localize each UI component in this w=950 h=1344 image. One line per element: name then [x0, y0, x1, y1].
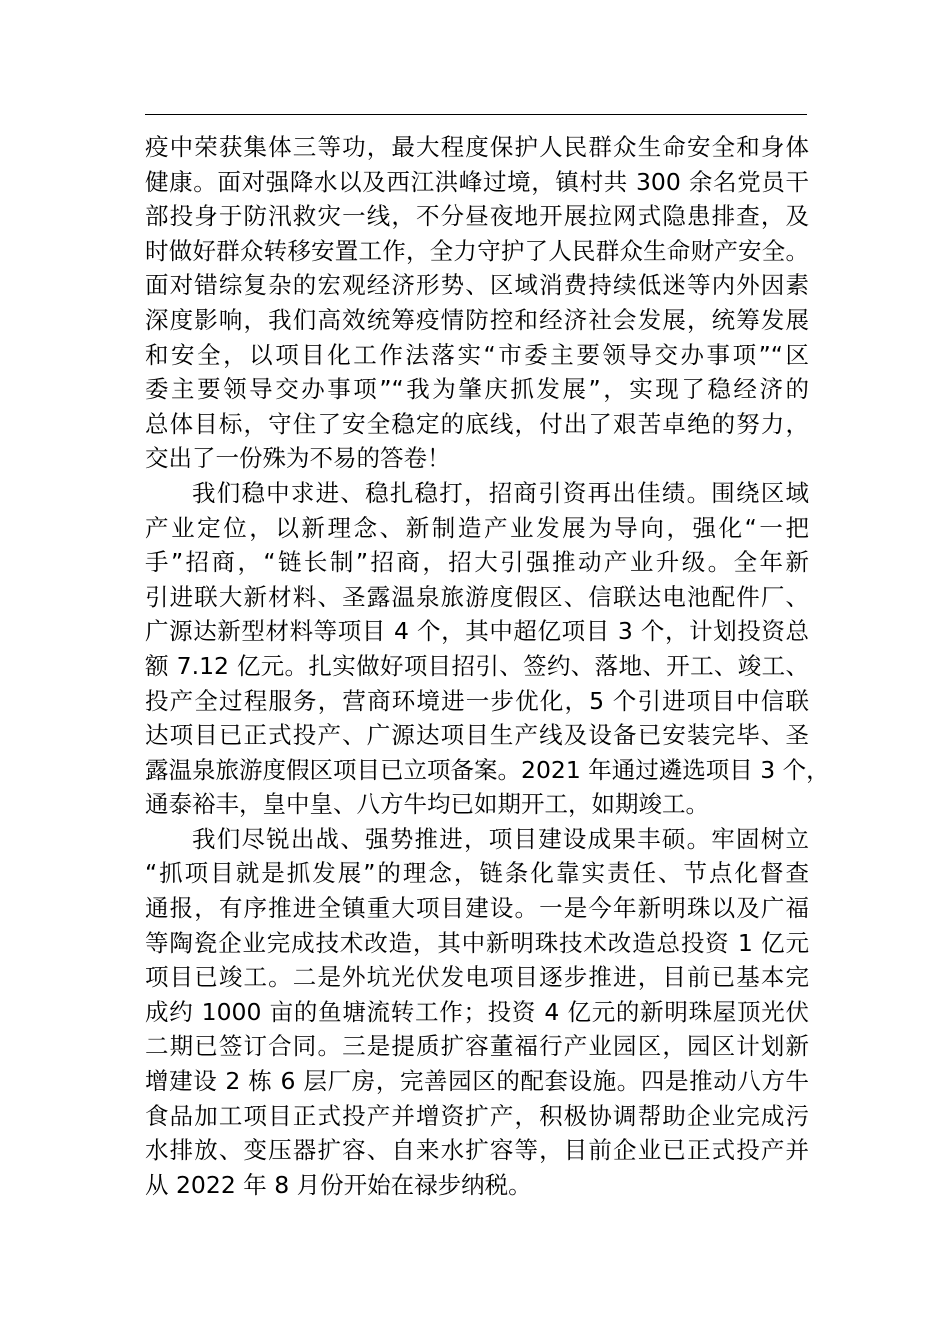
text-line: 露温泉旅游度假区项目已立项备案。2021 年通过遴选项目 3 个， — [145, 755, 830, 784]
text-line: 总体目标，守住了安全稳定的底线，付出了艰苦卓绝的努力， — [145, 409, 809, 438]
text-line: 时做好群众转移安置工作，全力守护了人民群众生命财产安全。 — [145, 236, 809, 265]
paragraph-2 — [145, 476, 830, 822]
text-line: 从 2022 年 8 月份开始在禄步纳税。 — [145, 1170, 532, 1199]
text-line: 我们尽锐出战、强势推进，项目建设成果丰硕。牢固树立 — [192, 824, 809, 853]
text-line: 达项目已正式投产、广源达项目生产线及设备已安装完毕、圣 — [145, 721, 809, 750]
text-line: 引进联大新材料、圣露温泉旅游度假区、信联达电池配件厂、 — [145, 582, 809, 611]
text-line: 产业定位，以新理念、新制造产业发展为导向，强化“一把 — [145, 513, 809, 542]
text-line: 交出了一份殊为不易的答卷！ — [145, 444, 451, 473]
text-line: 健康。面对强降水以及西江洪峰过境，镇村共 300 余名党员干 — [145, 167, 809, 196]
text-line: “抓项目就是抓发展”的理念，链条化靠实责任、节点化督查 — [145, 859, 809, 888]
text-line: 额 7.12 亿元。扎实做好项目招引、签约、落地、开工、竣工、 — [145, 651, 809, 680]
header-rule — [145, 114, 807, 115]
text-line: 投产全过程服务，营商环境进一步优化，5 个引进项目中信联 — [145, 686, 809, 715]
text-line: 深度影响，我们高效统筹疫情防控和经济社会发展，统筹发展 — [145, 305, 809, 334]
text-line: 通报，有序推进全镇重大项目建设。一是今年新明珠以及广福 — [145, 894, 809, 923]
text-line: 面对错综复杂的宏观经济形势、区域消费持续低迷等内外因素 — [145, 271, 809, 300]
text-line: 二期已签订合同。三是提质扩容董福行产业园区，园区计划新 — [145, 1032, 809, 1061]
text-line: 项目已竣工。二是外坑光伏发电项目逐步推进，目前已基本完 — [145, 963, 809, 992]
paragraph-3 — [145, 822, 809, 1203]
text-line: 增建设 2 栋 6 层厂房，完善园区的配套设施。四是推动八方牛 — [145, 1067, 809, 1096]
paragraph-1 — [145, 130, 809, 476]
text-line: 通泰裕丰，皇中皇、八方牛均已如期开工，如期竣工。 — [145, 790, 709, 819]
text-line: 我们稳中求进、稳扎稳打，招商引资再出佳绩。围绕区域 — [192, 478, 809, 507]
document-body — [145, 130, 830, 1202]
text-line: 部投身于防汛救灾一线，不分昼夜地开展拉网式隐患排查，及 — [145, 202, 809, 231]
text-line: 水排放、变压器扩容、自来水扩容等，目前企业已正式投产并 — [145, 1136, 809, 1165]
text-line: 疫中荣获集体三等功，最大程度保护人民群众生命安全和身体 — [145, 133, 809, 161]
text-line: 和安全，以项目化工作法落实“市委主要领导交办事项”“区 — [145, 340, 809, 369]
text-line: 委主要领导交办事项”“我为肇庆抓发展”，实现了稳经济的 — [145, 375, 809, 404]
text-line: 手”招商，“链长制”招商，招大引强推动产业升级。全年新 — [145, 548, 809, 577]
text-line: 等陶瓷企业完成技术改造，其中新明珠技术改造总投资 1 亿元 — [145, 928, 809, 957]
text-line: 成约 1000 亩的鱼塘流转工作；投资 4 亿元的新明珠屋顶光伏 — [145, 997, 809, 1026]
text-line: 食品加工项目正式投产并增资扩产，积极协调帮助企业完成污 — [145, 1101, 809, 1130]
text-line: 广源达新型材料等项目 4 个，其中超亿项目 3 个，计划投资总 — [145, 617, 809, 646]
